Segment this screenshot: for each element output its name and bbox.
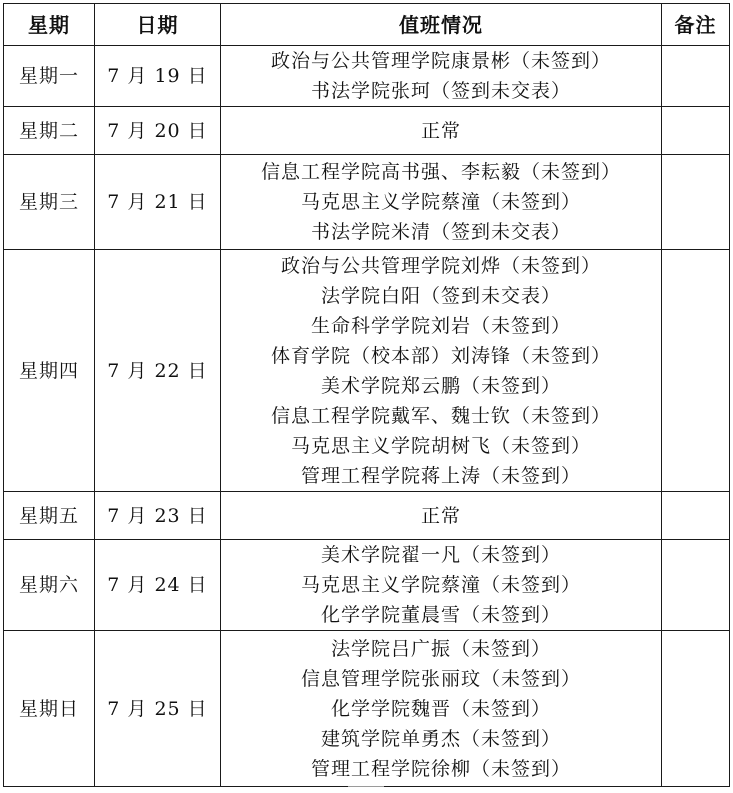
week-cell: 星期五	[4, 492, 95, 540]
table-body	[4, 46, 730, 787]
date-cell: 7 月 21 日	[95, 155, 221, 250]
duty-line: 正常	[420, 504, 461, 527]
duty-line: 信息管理学院张丽玟（未签到）	[300, 667, 581, 690]
duty-line: 法学院吕广振（未签到）	[330, 637, 551, 660]
date-cell: 7 月 20 日	[95, 107, 221, 155]
table-row	[4, 492, 730, 540]
table-row	[4, 107, 730, 155]
duty-line: 书法学院米清（签到未交表）	[310, 221, 571, 243]
header-duty: 值班情况	[221, 4, 662, 46]
header-week: 星期	[4, 4, 95, 46]
table-row	[4, 250, 730, 492]
duty-line: 正常	[420, 119, 461, 142]
table-header-row	[4, 4, 730, 46]
duty-line: 马克思主义学院蔡潼（未签到）	[300, 574, 581, 596]
duty-line: 美术学院翟一凡（未签到）	[320, 544, 561, 566]
duty-line: 政治与公共管理学院康景彬（未签到）	[270, 50, 611, 72]
duty-line: 化学学院董晨雪（未签到）	[320, 604, 561, 626]
header-date: 日期	[95, 4, 221, 46]
duty-line: 管理工程学院徐柳（未签到）	[310, 757, 571, 780]
duty-cell	[221, 46, 662, 107]
date-cell: 7 月 19 日	[95, 46, 221, 107]
note-cell	[662, 46, 730, 107]
table-row	[4, 155, 730, 250]
duty-cell	[221, 250, 662, 492]
week-cell: 星期三	[4, 155, 95, 250]
table-row	[4, 540, 730, 631]
duty-cell	[221, 107, 662, 155]
header-note: 备注	[662, 4, 730, 46]
duty-line: 生命科学学院刘岩（未签到）	[310, 314, 571, 337]
duty-line: 管理工程学院蒋上涛（未签到）	[300, 464, 581, 487]
table-row	[4, 46, 730, 107]
duty-line: 政治与公共管理学院刘烨（未签到）	[280, 254, 601, 277]
week-cell: 星期二	[4, 107, 95, 155]
week-cell: 星期六	[4, 540, 95, 631]
week-cell: 星期日	[4, 631, 95, 787]
duty-cell	[221, 540, 662, 631]
duty-cell	[221, 492, 662, 540]
duty-line: 体育学院（校本部）刘涛锋（未签到）	[270, 344, 611, 367]
note-cell	[662, 107, 730, 155]
duty-line: 化学学院魏晋（未签到）	[330, 697, 551, 720]
date-cell: 7 月 25 日	[95, 631, 221, 787]
duty-line: 法学院白阳（签到未交表）	[320, 284, 561, 307]
duty-cell	[221, 155, 662, 250]
week-cell: 星期四	[4, 250, 95, 492]
duty-line: 美术学院郑云鹏（未签到）	[320, 374, 561, 397]
duty-line: 马克思主义学院蔡潼（未签到）	[300, 191, 581, 213]
note-cell	[662, 492, 730, 540]
duty-line: 书法学院张珂（签到未交表）	[310, 80, 571, 102]
duty-line: 马克思主义学院胡树飞（未签到）	[290, 434, 591, 457]
duty-line: 建筑学院单勇杰（未签到）	[320, 727, 561, 750]
note-cell	[662, 155, 730, 250]
note-cell	[662, 540, 730, 631]
table-row	[4, 631, 730, 787]
week-cell: 星期一	[4, 46, 95, 107]
page-bottom-mark	[348, 786, 384, 787]
duty-line: 信息工程学院戴军、魏士钦（未签到）	[270, 404, 611, 427]
date-cell: 7 月 22 日	[95, 250, 221, 492]
date-cell: 7 月 24 日	[95, 540, 221, 631]
note-cell	[662, 631, 730, 787]
note-cell	[662, 250, 730, 492]
duty-line: 信息工程学院高书强、李耘毅（未签到）	[260, 161, 621, 183]
duty-schedule-table	[3, 3, 730, 787]
duty-cell	[221, 631, 662, 787]
date-cell: 7 月 23 日	[95, 492, 221, 540]
